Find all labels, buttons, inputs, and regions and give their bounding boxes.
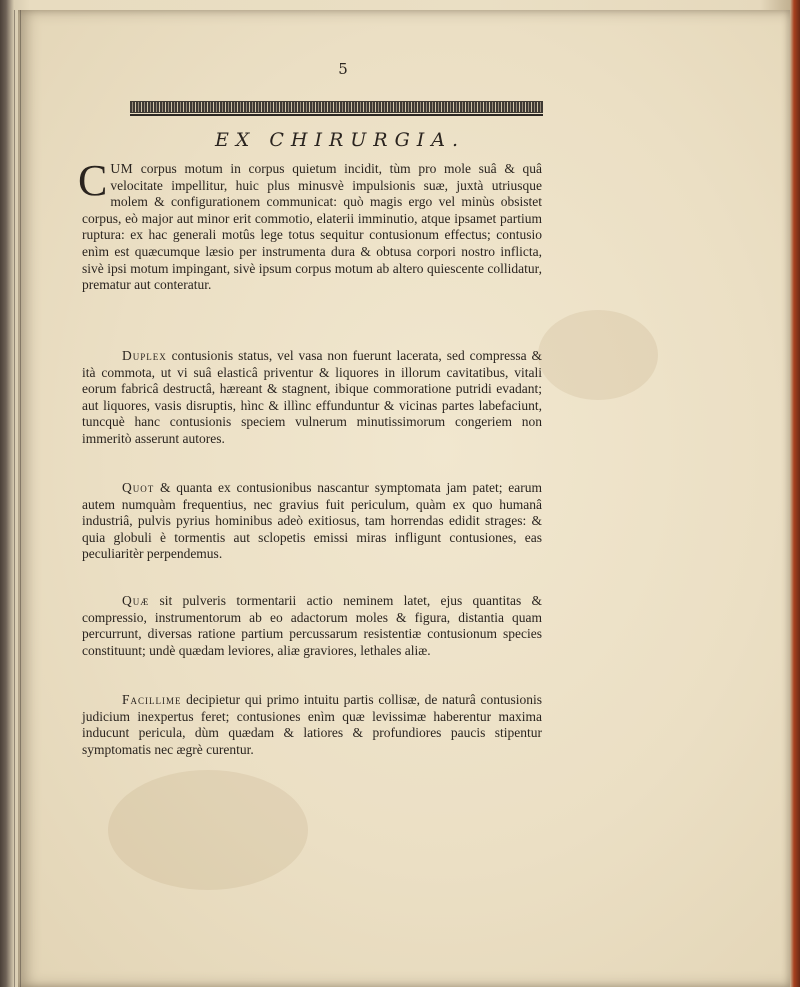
header-rule [130, 114, 543, 116]
paragraph-text: decipietur qui primo intuitu partis collisæ, de naturâ contusionis judicium inexpertus feret; contusiones enìm quæ levissimæ haberentur maxima inducunt pericula, dùm quædam & latiores & profundiores paucis stipentur symptomatis nec ægrè curentur. [82, 692, 542, 757]
gutter-line [14, 10, 15, 987]
gutter-line [20, 10, 21, 987]
paragraph-3 [82, 480, 542, 563]
paragraph-text: corpus motum in corpus quietum incidit, tùm pro mole suâ & quâ velocitate impellitur, huic plus minusvè impulsionis suæ, juxtà utriusque molem & configurationem communicat: quò magis ergo vel minùs obsistet corpus, eò major aut minor erit commotio, elaterii imminutio, atque ipsamet partium ruptura: ex hac generali motûs lege totus sequitur contusionum effectus; contusio enìm est quæcumque læsio per instrumenta dura & obtusa corpori nostro inflicta, sivè ipsi motum impingant, sivè ipsum corpus motum ab altero quiescente collidatur, prematur aut conteratur. [82, 161, 542, 293]
paragraph-text: sit pulveris tormentarii actio neminem latet, ejus quantitas & compressio, instrumentorum ab eo adactorum moles & figura, distantia quam percurrunt, diversas ratione partium percussarum resistentiæ contusionum species constituunt; undè quædam leviores, aliæ graviores, lethales aliæ. [82, 593, 542, 658]
paragraph-lead: Quot [122, 480, 155, 495]
drop-cap: C [78, 156, 108, 205]
paragraph-lead: Quæ [122, 593, 150, 608]
section-heading: EX CHIRURGIA. [214, 129, 466, 151]
page-edge [790, 0, 800, 987]
paragraph-lead: Facillime [122, 692, 182, 707]
paragraph-text: & quanta ex contusionibus nascantur symptomata jam patet; earum autem numquàm frequentius, nec gravius fuit periculum, quàm ex quo humanâ industriâ, pulvis pyrius hominibus adeò exitiosus, tam horrendas edidit strages: & quia globuli è tormentis aut sclopetis emissi miras infligunt contusiones, eas peculiaritèr perpendemus. [82, 480, 542, 562]
paragraph-lead: UM [110, 161, 134, 176]
header-ornament [130, 101, 543, 113]
paragraph-text: contusionis status, vel vasa non fuerunt lacerata, sed compressa & ità commota, ut vi suâ elasticâ priventur & liquores in illorum cavitatibus, vitali eorum fabricâ destructâ, hæreant & stagnent, ibique commoratione putridi evadant; aut liquores, vasis disruptis, hìnc & illìnc effunduntur & vicinas partes labefaciunt, tuncquè hanc contusionis speciem vulnerum minutissimorum congeriem non immeritò asserunt autores. [82, 348, 542, 446]
page-number: 5 [338, 60, 348, 78]
paragraph-2 [82, 348, 542, 448]
paragraph-lead: Duplex [122, 348, 167, 363]
paragraph-5 [82, 692, 542, 758]
paragraph-4 [82, 593, 542, 659]
paragraph-1 [78, 156, 542, 294]
